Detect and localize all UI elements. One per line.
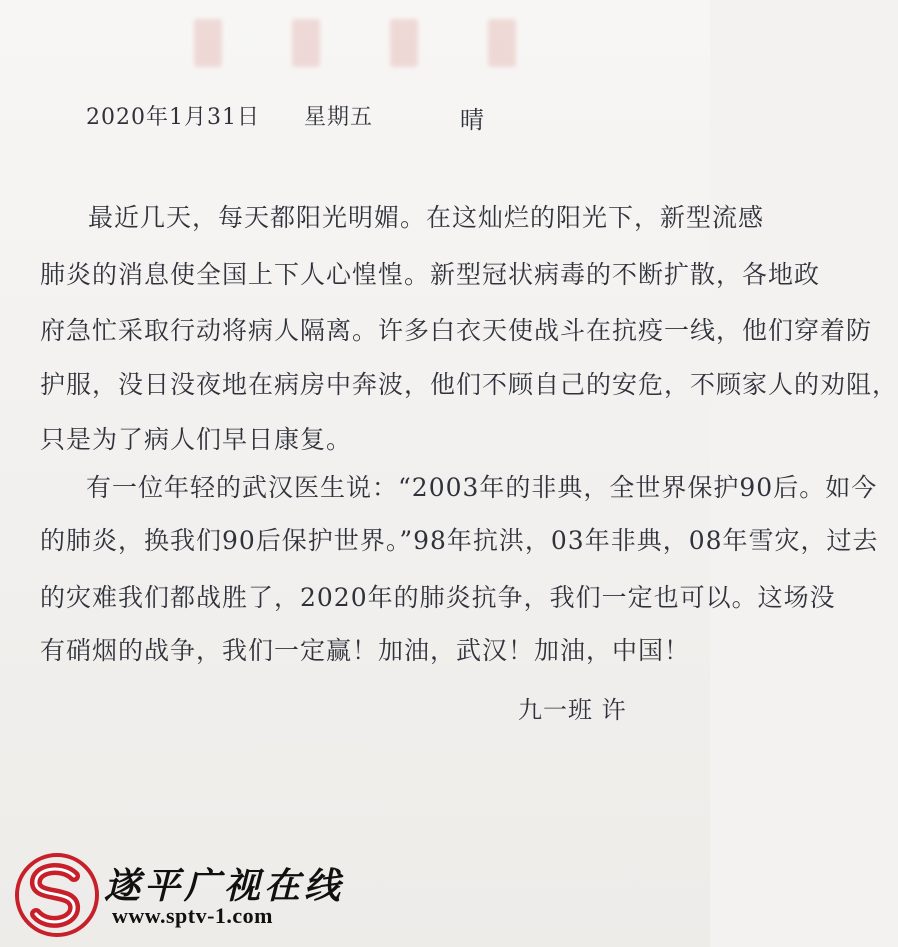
diary-line: 府急忙采取行动将病人隔离。许多白衣天使战斗在抗疫一线，他们穿着防: [40, 316, 873, 345]
diary-line: 只是为了病人们早日康复。: [40, 425, 353, 454]
diary-weather: 晴: [460, 106, 485, 134]
diary-line: 有硝烟的战争，我们一定赢！加油，武汉！加油，中国！: [40, 636, 691, 665]
bleed-mark: [292, 19, 320, 67]
diary-line: 的灾难我们都战胜了，2020年的肺炎抗争，我们一定也可以。这场没: [40, 583, 836, 612]
diary-line: 最近几天，每天都阳光明媚。在这灿烂的阳光下，新型流感: [88, 203, 765, 232]
bleed-mark: [194, 19, 222, 67]
diary-line: 肺炎的消息使全国上下人心惶惶。新型冠状病毒的不断扩散，各地政: [40, 260, 821, 289]
signature: 九一班 许: [518, 696, 627, 724]
bleed-through-marks: [0, 8, 710, 78]
diary-weekday: 星期五: [304, 105, 374, 130]
watermark-title: 遂平广视在线: [104, 865, 345, 907]
station-logo-icon: [12, 850, 102, 940]
diary-line: 有一位年轻的武汉医生说：“2003年的非典，全世界保护90后。如今: [86, 473, 878, 502]
diary-line: 的肺炎，换我们90后保护世界。”98年抗洪，03年非典，08年雪灾，过去: [40, 526, 879, 555]
bleed-mark: [390, 19, 418, 67]
watermark-url: www.sptv-1.com: [112, 903, 273, 928]
diary-date: 2020年1月31日: [86, 105, 260, 130]
bleed-mark: [488, 19, 516, 67]
diary-line: 护服，没日没夜地在病房中奔波，他们不顾自己的安危，不顾家人的劝阻，: [40, 370, 898, 399]
